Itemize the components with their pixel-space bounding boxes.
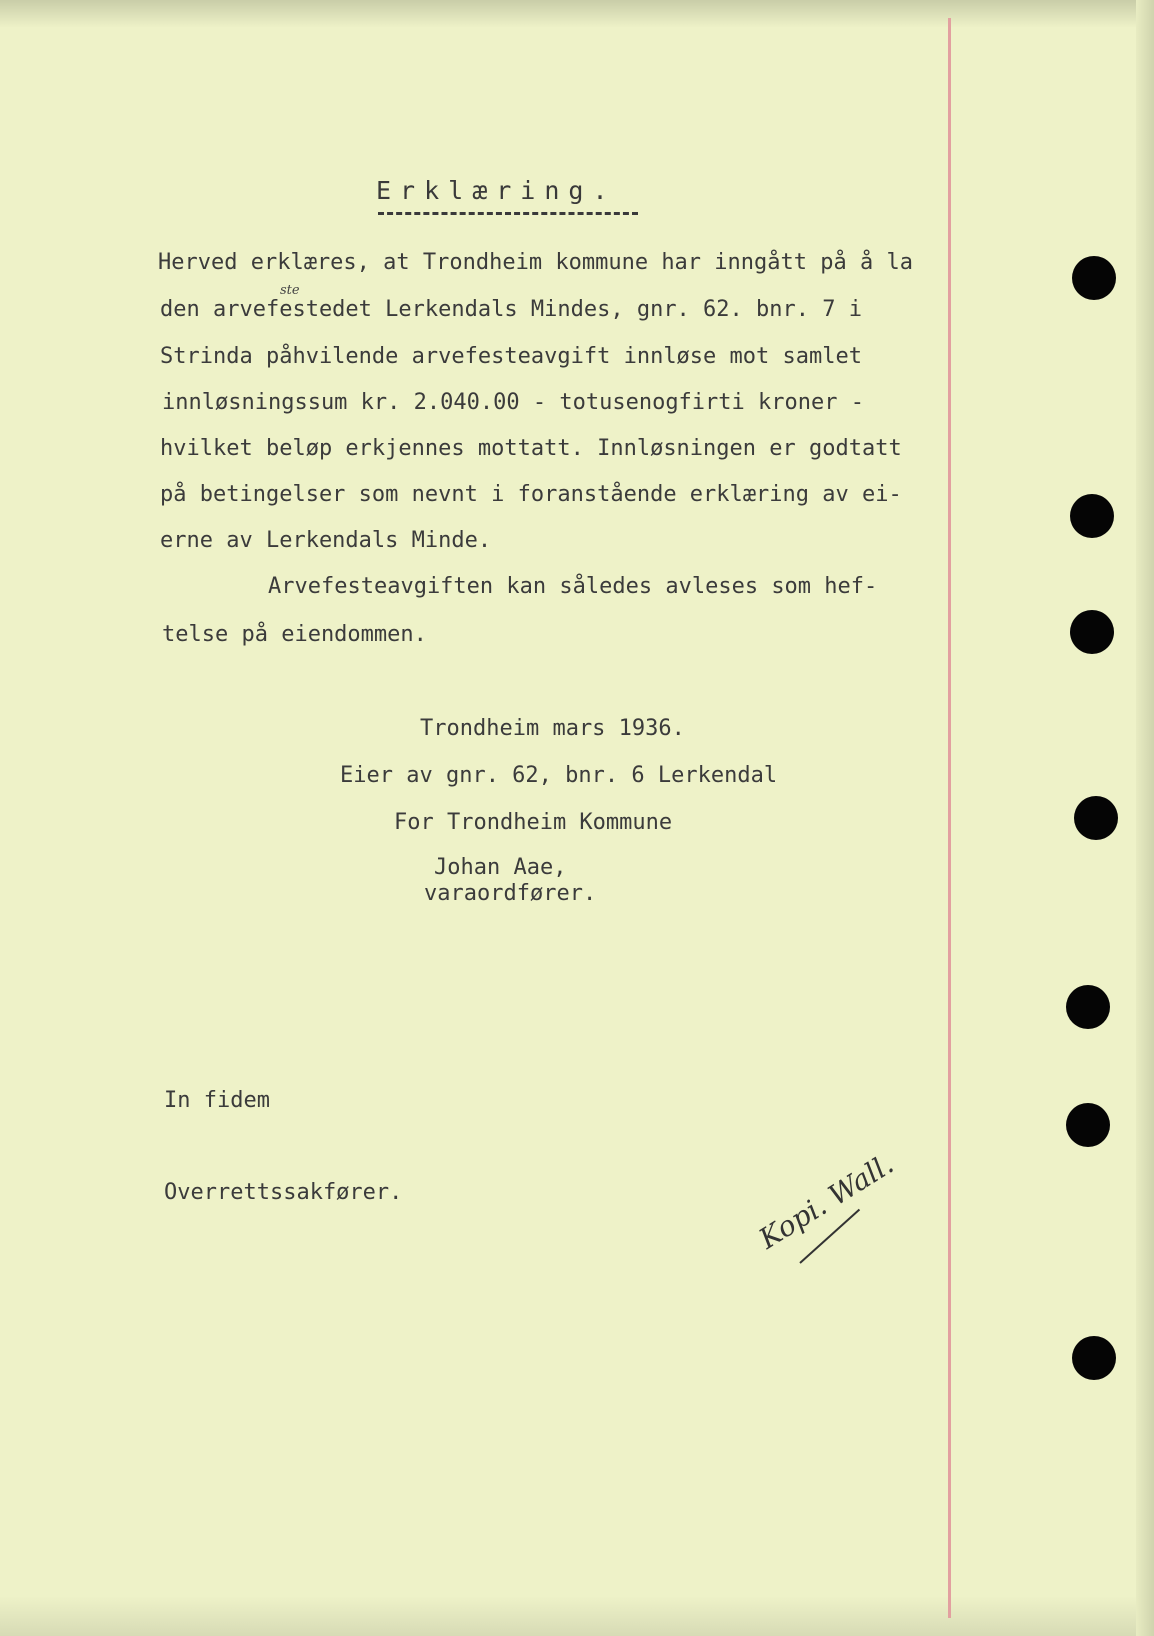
punch-hole bbox=[1066, 985, 1110, 1029]
body-line: erne av Lerkendals Minde. bbox=[160, 528, 492, 553]
signer-title: varaordfører. bbox=[424, 881, 597, 906]
punch-hole bbox=[1074, 796, 1118, 840]
red-margin-line bbox=[948, 18, 951, 1618]
punch-hole bbox=[1072, 1336, 1116, 1380]
punch-hole bbox=[1066, 1103, 1110, 1147]
body-line: Herved erklæres, at Trondheim kommune har inngått på å la bbox=[158, 250, 913, 275]
place-date: Trondheim mars 1936. bbox=[420, 716, 685, 741]
page-right-edge bbox=[1136, 0, 1154, 1636]
owner-line: Eier av gnr. 62, bnr. 6 Lerkendal bbox=[340, 763, 778, 788]
for-line: For Trondheim Kommune bbox=[394, 810, 673, 835]
document-title: Erklæring. bbox=[376, 176, 617, 205]
punch-hole bbox=[1070, 610, 1114, 654]
handwritten-note: Kopi. Wall. bbox=[753, 1147, 900, 1256]
punch-hole bbox=[1070, 494, 1114, 538]
body-line: Strinda påhvilende arvefesteavgift innløse mot samlet bbox=[160, 344, 862, 369]
in-fidem: In fidem bbox=[164, 1088, 270, 1113]
body-line: telse på eiendommen. bbox=[162, 622, 427, 647]
page-top-shadow bbox=[0, 0, 1154, 28]
title-underline bbox=[378, 212, 638, 215]
body-line: på betingelser som nevnt i foranstående erklæring av ei- bbox=[160, 482, 902, 507]
body-line: innløsningssum kr. 2.040.00 - totusenogfirti kroner - bbox=[162, 390, 864, 415]
signer-name: Johan Aae, bbox=[434, 855, 567, 880]
handwritten-insert: ste bbox=[280, 283, 300, 298]
body-line: Arvefesteavgiften kan således avleses som hef- bbox=[268, 574, 878, 599]
punch-hole bbox=[1072, 256, 1116, 300]
page-bottom-shadow bbox=[0, 1596, 1154, 1636]
body-line: hvilket beløp erkjennes mottatt. Innløsningen er godtatt bbox=[160, 436, 902, 461]
attestor-title: Overrettssakfører. bbox=[164, 1180, 403, 1205]
body-line: den arvefestedet Lerkendals Mindes, gnr. 62. bnr. 7 i bbox=[160, 297, 862, 322]
